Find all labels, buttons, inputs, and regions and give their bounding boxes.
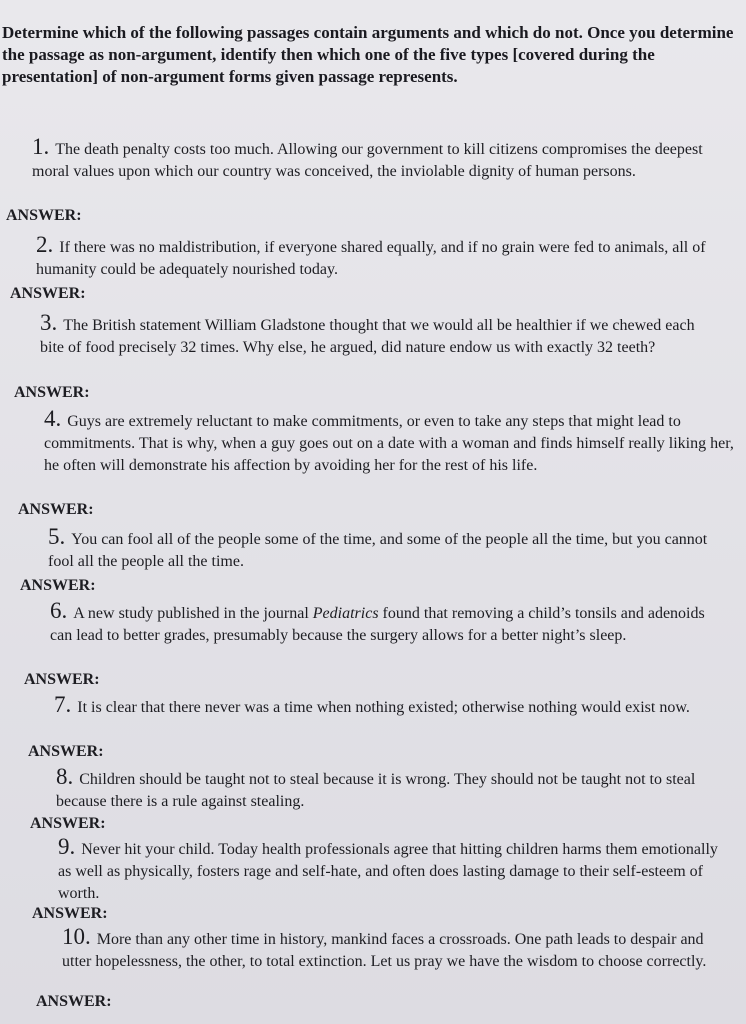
question-text: It is clear that there never was a time when nothing existed; otherwise nothing would exist now. [77,699,690,716]
answer-label-3: ANSWER: [14,384,90,401]
question-number: 7. [54,692,72,717]
answer-label-4: ANSWER: [18,501,94,518]
question-2 [36,234,716,281]
question-8 [56,766,726,813]
answer-label-10: ANSWER: [36,993,112,1010]
question-9 [58,836,718,905]
question-text: The British statement William Gladstone thought that we would all be healthier if we chewed each bite of food precisely 32 times. Why else, he argued, did nature endow us with exactly 32 teeth? [40,317,695,356]
question-7 [54,694,714,719]
answer-label-8: ANSWER: [30,815,106,832]
question-number: 2. [36,232,54,257]
question-text: You can fool all of the people some of the time, and some of the people all the time, but you cannot fool all the people all the time. [48,531,708,570]
question-1 [32,136,737,183]
answer-label-7: ANSWER: [28,743,104,760]
question-10 [62,926,712,973]
question-number: 10. [62,924,91,949]
answer-label-1: ANSWER: [6,207,82,224]
instructions: Determine which of the following passages contain arguments and which do not. Once you determine the passage as non-argument, identify then which one of the five types [covered during the presentation] of non-argument forms given passage represents. [2,23,734,86]
question-text: Children should be taught not to steal because it is wrong. They should not be taught not to steal because there is a rule against stealing. [56,771,696,810]
question-text: The death penalty costs too much. Allowing our government to kill citizens compromises the deepest moral values upon which our country was conceived, the inviolable dignity of human persons. [32,141,703,180]
question-number: 5. [48,524,66,549]
question-4 [44,408,734,477]
question-number: 4. [44,406,62,431]
question-number: 8. [56,764,74,789]
question-number: 1. [32,134,50,159]
question-number: 9. [58,834,76,859]
question-number: 6. [50,598,68,623]
answer-label-9: ANSWER: [32,905,108,922]
question-text: More than any other time in history, mankind faces a crossroads. One path leads to despair and utter hopelessness, the other, to total extinction. Let us pray we have the wisdom to choose correctly. [62,931,707,970]
answer-label-5: ANSWER: [20,577,96,594]
question-5 [48,526,728,573]
answer-label-2: ANSWER: [10,285,86,302]
question-number: 3. [40,310,58,335]
question-text: Guys are extremely reluctant to make commitments, or even to take any steps that might lead to commitments. That is why, when a guy goes out on a date with a woman and finds himself really liking her, he often will demonstrate his affection by avoiding her for the rest of his life. [44,413,734,474]
answer-label-6: ANSWER: [24,671,100,688]
question-6 [50,600,730,647]
question-text: If there was no maldistribution, if everyone shared equally, and if no grain were fed to animals, all of humanity could be adequately nourished today. [36,239,706,278]
question-3 [40,312,720,359]
question-text: Never hit your child. Today health professionals agree that hitting children harms them emotionally as well as physically, fosters rage and self-hate, and often does lasting damage to their self-esteem of worth. [58,841,718,902]
question-text: A new study published in the journal Pediatrics found that removing a child’s tonsils and adenoids can lead to better grades, presumably because the surgery allows for a better night’s sleep. [50,605,705,644]
